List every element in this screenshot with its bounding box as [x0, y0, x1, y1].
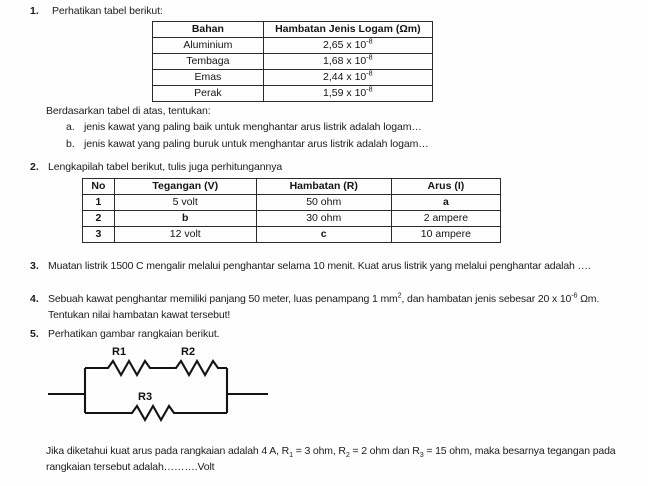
table-row [83, 227, 501, 243]
table-resistivity [152, 21, 433, 102]
question-1-prompt: Perhatikan tabel berikut: [52, 5, 163, 17]
cell-tegangan: 5 volt [114, 195, 256, 211]
cell-arus: 10 ampere [391, 227, 500, 243]
table-row [153, 70, 433, 86]
cell-hambatan: 30 ohm [256, 211, 391, 227]
question-1-number: 1. [30, 5, 39, 17]
resistor-label-r2: R2 [181, 346, 196, 358]
question-3-number: 3. [30, 260, 39, 272]
table-row-header [153, 22, 433, 38]
question-4-text [48, 292, 614, 323]
cell-resistivity-mantissa: 2,44 x 10 [323, 71, 367, 83]
table-row [153, 54, 433, 70]
table-row [83, 211, 501, 227]
question-4-text-part3: Ωm. Tentukan nilai hambatan kawat tersebut! [48, 293, 600, 321]
question-1a-text: jenis kawat yang paling baik untuk menghantar arus listrik adalah logam… [84, 121, 422, 133]
column-header-bahan: Bahan [153, 22, 264, 38]
question-4-number: 4. [30, 293, 39, 305]
bottom-branch-wire [85, 406, 227, 420]
cell-resistivity-exponent: -8 [366, 36, 373, 46]
column-header-hambatan: Hambatan (R) [256, 179, 391, 195]
table-row [83, 195, 501, 211]
question-5-prompt: Perhatikan gambar rangkaian berikut. [48, 328, 220, 340]
column-header-arus: Arus (I) [391, 179, 500, 195]
column-header-no: No [83, 179, 115, 195]
cell-resistivity-mantissa: 1,68 x 10 [323, 55, 367, 67]
column-header-hambatan-jenis: Hambatan Jenis Logam (Ωm) [263, 22, 432, 38]
cell-no: 2 [83, 211, 115, 227]
cell-resistivity-exponent: -8 [366, 84, 373, 94]
cell-material: Perak [153, 86, 264, 102]
cell-resistivity-exponent: -8 [366, 68, 373, 78]
question-5-closing-text [46, 444, 616, 475]
cell-tegangan: 12 volt [114, 227, 256, 243]
question-1b-marker: b. [66, 138, 75, 150]
question-5-r1-subscript: 1 [289, 450, 293, 460]
cell-resistivity [263, 86, 432, 102]
question-5-number: 5. [30, 328, 39, 340]
circuit-diagram [20, 346, 320, 430]
cell-hambatan: 50 ohm [256, 195, 391, 211]
circuit-diagram-svg [20, 352, 320, 430]
question-5-closing-part3: = 2 ohm dan R [349, 445, 420, 457]
cell-resistivity-mantissa: 1,59 x 10 [323, 87, 367, 99]
cell-resistivity-exponent: -8 [366, 52, 373, 62]
table-row-header [83, 179, 501, 195]
column-header-tegangan: Tegangan (V) [114, 179, 256, 195]
question-2-prompt: Lengkapilah tabel berikut, tulis juga perhitungannya [48, 161, 283, 173]
cell-material: Aluminium [153, 38, 264, 54]
cell-resistivity [263, 54, 432, 70]
question-1b-text: jenis kawat yang paling buruk untuk menghantar arus listrik adalah logam… [84, 138, 429, 150]
question-4-text-part2: , dan hambatan jenis sebesar 20 x 10 [401, 293, 572, 305]
cell-resistivity [263, 70, 432, 86]
question-5-closing-part1: Jika diketahui kuat arus pada rangkaian adalah 4 A, R [46, 445, 290, 457]
cell-no: 3 [83, 227, 115, 243]
cell-hambatan: c [256, 227, 391, 243]
resistor-label-r3: R3 [138, 391, 153, 403]
question-5-r3-subscript: 3 [419, 450, 424, 460]
cell-tegangan: b [114, 211, 256, 227]
question-3-text: Muatan listrik 1500 C mengalir melalui penghantar selama 10 menit. Kuat arus listrik yang melalui penghantar adalah …. [48, 260, 591, 272]
question-4-text-part1: Sebuah kawat penghantar memiliki panjang 50 meter, luas penampang 1 mm [48, 293, 398, 305]
question-5-closing-part4: = 15 ohm, maka besarnya tegangan pada rangkaian tersebut adalah……….Volt [46, 445, 616, 473]
cell-material: Tembaga [153, 54, 264, 70]
top-branch-wire [85, 361, 227, 375]
cell-material: Emas [153, 70, 264, 86]
question-4-area-exponent: 2 [397, 290, 402, 300]
cell-arus: 2 ampere [391, 211, 500, 227]
circuit-wires [48, 361, 268, 420]
cell-no: 1 [83, 195, 115, 211]
table-row [153, 86, 433, 102]
table-ohm-law [82, 178, 501, 243]
question-4-resistivity-exponent: -6 [571, 290, 578, 300]
question-5-closing-part2: = 3 ohm, R [292, 445, 346, 457]
resistor-label-r1: R1 [112, 346, 127, 358]
table-row [153, 38, 433, 54]
cell-arus: a [391, 195, 500, 211]
cell-resistivity-mantissa: 2,65 x 10 [323, 39, 367, 51]
question-2-number: 2. [30, 161, 39, 173]
question-1-table-intro: Berdasarkan tabel di atas, tentukan: [46, 105, 211, 117]
question-5-r2-subscript: 2 [345, 450, 350, 460]
cell-resistivity [263, 38, 432, 54]
question-1a-marker: a. [66, 121, 75, 133]
